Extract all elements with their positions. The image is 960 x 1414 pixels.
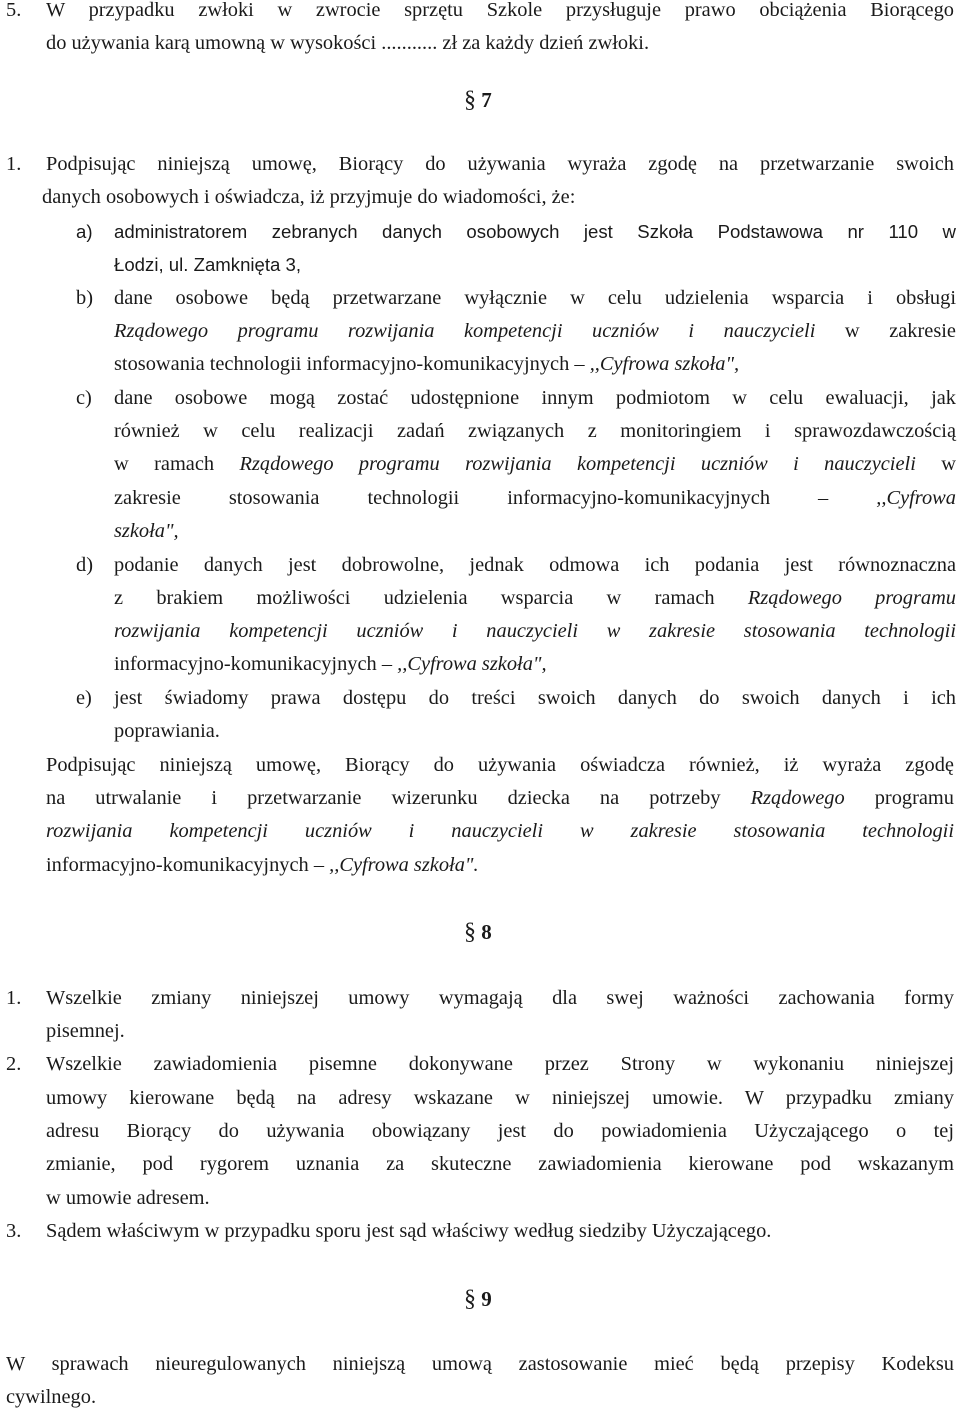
paragraph-8-2-line-4: zmianie, pod rygorem uznania za skuteczne zawiadomienia kierowane pod wskazanym bbox=[46, 1153, 954, 1175]
item-d-line-1: podanie danych jest dobrowolne, jednak odmowa ich podania jest równoznaczna bbox=[114, 554, 956, 576]
paragraph-number: 5. bbox=[6, 0, 22, 21]
program-name: Rządowego programu rozwijania kompetencji uczniów i nauczycieli bbox=[239, 453, 916, 475]
section-number: 9 bbox=[481, 1287, 492, 1311]
item-c-line-3-a: w ramach bbox=[114, 453, 215, 475]
paragraph-number: 1. bbox=[6, 153, 22, 175]
item-c-line-4-text: zakresie stosowania technologii informacyjno-komunikacyjnych – bbox=[114, 487, 829, 509]
list-item-label: c) bbox=[76, 387, 92, 409]
consent-line-2-b: programu bbox=[874, 787, 954, 809]
paragraph-5-line-2: do używania karą umowną w wysokości ........... zł za każdy dzień zwłoki. bbox=[46, 32, 650, 54]
section-sign: § bbox=[464, 919, 476, 945]
paragraph-number: 3. bbox=[6, 1220, 22, 1242]
consent-line-1: Podpisując niniejszą umowę, Biorący do używania oświadcza również, iż wyraża zgodę bbox=[46, 754, 954, 776]
paragraph-8-1-line-1: Wszelkie zmiany niniejszej umowy wymagają dla swej ważności zachowania formy bbox=[46, 987, 954, 1009]
section-heading-9 bbox=[464, 1283, 492, 1316]
section-sign: § bbox=[464, 87, 476, 113]
program-title: ,,Cyfrowa bbox=[876, 487, 956, 509]
item-c-line-5: szkoła", bbox=[114, 520, 179, 542]
section-heading-8 bbox=[464, 916, 492, 949]
item-d-line-4 bbox=[114, 648, 547, 681]
item-a-line-2: Łodzi, ul. Zamknięta 3, bbox=[114, 254, 302, 275]
paragraph-8-3-line-1: Sądem właściwym w przypadku sporu jest sąd właściwy według siedziby Użyczającego. bbox=[46, 1220, 772, 1242]
paragraph-8-2-line-5: w umowie adresem. bbox=[46, 1187, 210, 1209]
final-line-2: cywilnego. bbox=[6, 1386, 97, 1408]
consent-line-2-a: na utrwalanie i przetwarzanie wizerunku dziecka na potrzeby bbox=[46, 787, 721, 809]
item-c-line-1: dane osobowe mogą zostać udostępnione innym podmiotom w celu ewaluacji, jak bbox=[114, 387, 956, 409]
section-heading-7 bbox=[464, 84, 492, 117]
paragraph-5-line-1: W przypadku zwłoki w zwrocie sprzętu Szkole przysługuje prawo obciążenia Biorącego bbox=[46, 0, 954, 21]
program-title: ,,Cyfrowa szkoła". bbox=[329, 854, 479, 876]
item-d-line-3: rozwijania kompetencji uczniów i nauczycieli w zakresie stosowania technologii bbox=[114, 620, 956, 642]
item-b-line-3 bbox=[114, 348, 739, 381]
item-c-line-3 bbox=[114, 448, 956, 481]
program-title: ,,Cyfrowa szkoła", bbox=[397, 653, 547, 675]
paragraph-8-1-line-2: pisemnej. bbox=[46, 1020, 125, 1042]
consent-line-2 bbox=[46, 782, 954, 815]
list-item-label: b) bbox=[76, 287, 93, 309]
item-c-line-3-b: w bbox=[941, 453, 956, 475]
item-b-line-2 bbox=[114, 315, 956, 348]
final-line-1: W sprawach nieuregulowanych niniejszą umową zastosowanie mieć będą przepisy Kodeksu bbox=[6, 1353, 954, 1375]
consent-line-4-text: informacyjno-komunikacyjnych – bbox=[46, 854, 325, 876]
paragraph-number: 1. bbox=[6, 987, 22, 1009]
consent-line-4 bbox=[46, 849, 479, 882]
item-d-line-2-a: z brakiem możliwości udzielenia wsparcia w ramach bbox=[114, 587, 715, 609]
program-name: Rządowego programu bbox=[747, 587, 956, 609]
program-title: ,,Cyfrowa szkoła", bbox=[589, 353, 740, 375]
list-item-label: e) bbox=[76, 687, 92, 709]
program-name: Rządowego programu rozwijania kompetencji uczniów i nauczycieli bbox=[114, 320, 816, 342]
paragraph-8-2-line-3: adresu Biorący do używania obowiązany jest do powiadomienia Użyczającego o tej bbox=[46, 1120, 954, 1142]
item-b-line-1: dane osobowe będą przetwarzane wyłącznie w celu udzielenia wsparcia i obsługi bbox=[114, 287, 956, 309]
item-b-line-2-rest: w zakresie bbox=[844, 320, 956, 342]
program-name: Rządowego bbox=[750, 787, 845, 809]
section-number: 8 bbox=[481, 920, 492, 944]
item-d-line-2 bbox=[114, 582, 956, 615]
list-item-label: d) bbox=[76, 554, 93, 576]
item-a-line-1: administratorem zebranych danych osobowych jest Szkoła Podstawowa nr 110 w bbox=[114, 221, 956, 242]
paragraph-7-1-line-1: Podpisując niniejszą umowę, Biorący do używania wyraża zgodę na przetwarzanie swoich bbox=[46, 153, 954, 175]
item-e-line-1: jest świadomy prawa dostępu do treści swoich danych do swoich danych i ich bbox=[114, 687, 956, 709]
item-b-line-3-text: stosowania technologii informacyjno-komunikacyjnych – bbox=[114, 353, 585, 375]
item-e-line-2: poprawiania. bbox=[114, 720, 220, 742]
paragraph-number: 2. bbox=[6, 1053, 22, 1075]
paragraph-7-1-line-2: danych osobowych i oświadcza, iż przyjmuje do wiadomości, że: bbox=[42, 186, 576, 208]
item-c-line-2: również w celu realizacji zadań związanych z monitoringiem i sprawozdawczością bbox=[114, 420, 956, 442]
section-sign: § bbox=[464, 1286, 476, 1312]
consent-line-3: rozwijania kompetencji uczniów i nauczycieli w zakresie stosowania technologii bbox=[46, 820, 954, 842]
list-item-label: a) bbox=[76, 221, 93, 242]
paragraph-8-2-line-2: umowy kierowane będą na adresy wskazane w niniejszej umowie. W przypadku zmiany bbox=[46, 1087, 954, 1109]
paragraph-8-2-line-1: Wszelkie zawiadomienia pisemne dokonywane przez Strony w wykonaniu niniejszej bbox=[46, 1053, 954, 1075]
item-c-line-4 bbox=[114, 482, 956, 515]
item-d-line-4-text: informacyjno-komunikacyjnych – bbox=[114, 653, 393, 675]
section-number: 7 bbox=[481, 88, 492, 112]
